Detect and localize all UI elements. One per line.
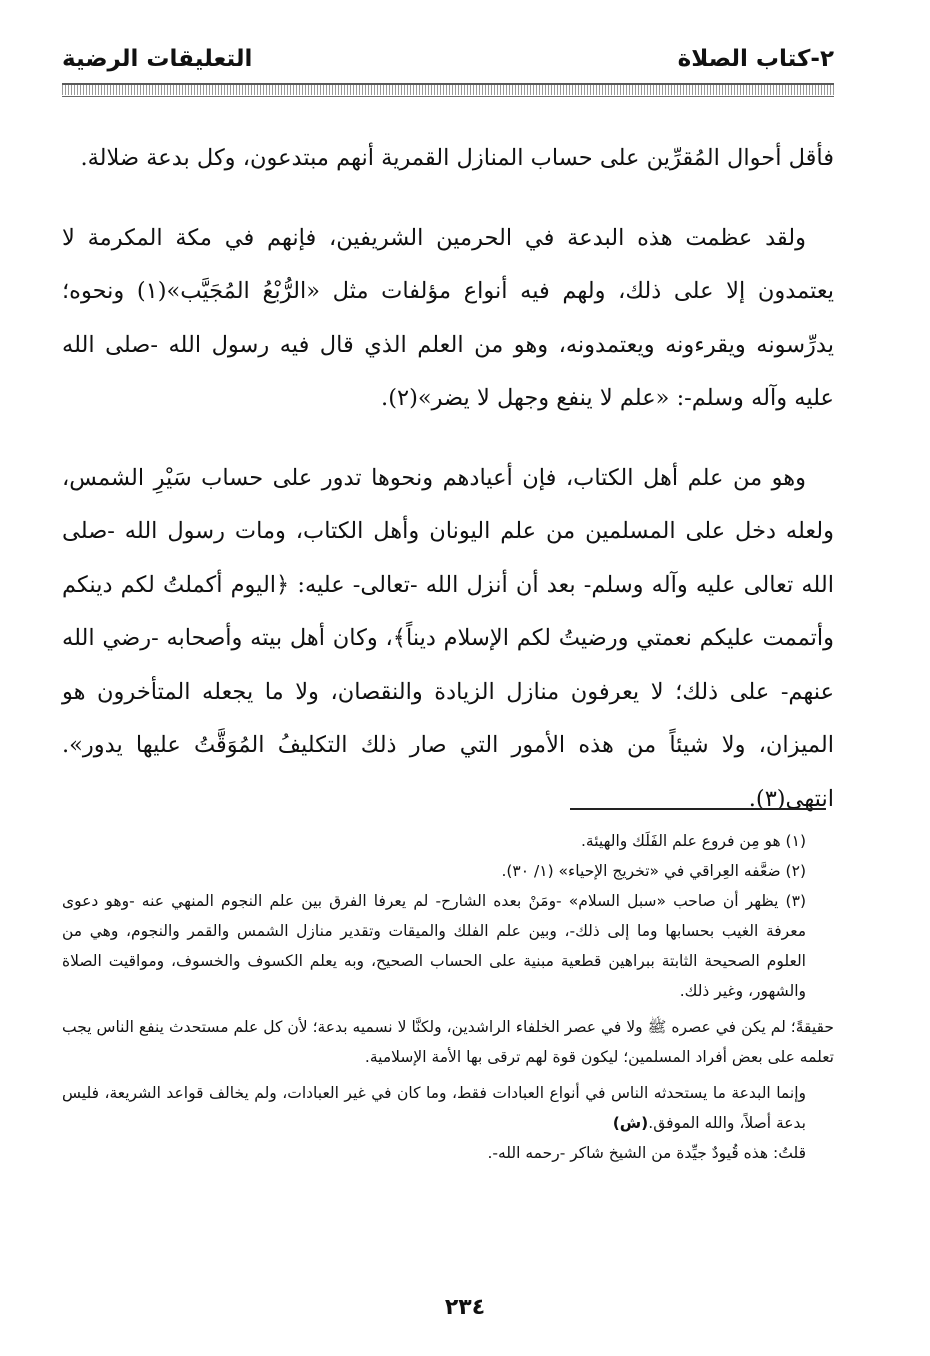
chapter-title: ٢-كتاب الصلاة bbox=[677, 46, 834, 72]
footnote-3: (٣) يظهر أن صاحب «سبل السلام» -ومَنْ بعده الشارح- لم يعرفا الفرق بين علم النجوم المنهي عنه -وهو دعوى معرفة الغيب بحسابها وما إلى ذلك-، وبين علم الفلك والميقات وتقدير منازل الشمس والقمر والنجوم، وهي من العلوم الصحيحة الثابتة ببراهين قطعية مبنية على الحساب الصحيح، وبه يعلم الكسوف والخسوف، ومواقيت الصلاة والشهور، وغير ذلك. bbox=[62, 892, 806, 1000]
footnote-1: (١) هو مِن فروع علم الفَلَك والهيئة. bbox=[581, 832, 806, 850]
paragraph-1-text: فأقل أحوال المُقرِّين على حساب المنازل القمرية أنهم مبتدعون، وكل بدعة ضلالة. bbox=[80, 145, 834, 171]
footnote-signature: (ش) bbox=[612, 1114, 649, 1132]
footnote-3-note: قلتُ: هذه قُيودٌ جيِّدة من الشيخ شاكر -رحمه الله-. bbox=[487, 1144, 806, 1162]
footnotes bbox=[62, 826, 834, 1168]
paragraph-1 bbox=[62, 132, 834, 186]
paragraph-2-text: ولقد عظمت هذه البدعة في الحرمين الشريفين، فإنهم في مكة المكرمة لا يعتمدون إلا على ذلك، ولهم فيه أنواع مؤلفات مثل «الرُّبْعُ المُجَيَّب»(١) ونحوه؛ يدرِّسونه ويقرءونه ويعتمدونه، وهو من العلم الذي قال فيه رسول الله -صلى الله عليه وآله وسلم-: «علم لا ينفع وجهل لا يضر»(٢). bbox=[62, 224, 834, 411]
footnote-3-continuation: حقيقةً؛ لم يكن في عصره ﷺ ولا في عصر الخلفاء الراشدين، ولكنَّا لا نسميه بدعة؛ لأن كل علم مستحدث ينفع الناس يجب تعلمه على بعض أفراد المسلمين؛ ليكون قوة لهم ترقى بها الأمة الإسلامية. bbox=[62, 1018, 834, 1066]
footnote-3-paragraph-text: وإنما البدعة ما يستحدثه الناس في أنواع العبادات فقط، وما كان في غير العبادات، ولم يخالف قواعد الشريعة، فليس بدعة أصلاً، والله الموفق. bbox=[62, 1084, 806, 1132]
page-number: ٢٣٤ bbox=[444, 1295, 486, 1320]
footnote-separator bbox=[570, 808, 826, 810]
footnote-3-paragraph bbox=[62, 1078, 834, 1138]
running-header bbox=[62, 42, 834, 82]
paragraph-3 bbox=[62, 452, 834, 827]
paragraph-2 bbox=[62, 212, 834, 426]
paragraph-3-text: وهو من علم أهل الكتاب، فإن أعيادهم ونحوها تدور على حساب سَيْرِ الشمس، ولعله دخل على المسلمين من علم اليونان وأهل الكتاب، ومات رسول الله -صلى الله تعالى عليه وآله وسلم- بعد أن أنزل الله -تعالى- عليه: ﴿اليوم أكملتُ لكم دينكم وأتممت عليكم نعمتي ورضيتُ لكم الإسلام ديناً﴾، وكان أهل بيته وأصحابه -رضي الله عنهم- على ذلك؛ لا يعرفون منازل الزيادة والنقصان، ولا ما يجعله المتأخرون هو الميزان، ولا شيئاً من هذه الأمور التي صار ذلك التكليفُ المُوَقَّتُ عليها يدور». انتهى(٣). bbox=[62, 464, 834, 812]
book-title: التعليقات الرضية bbox=[62, 46, 253, 72]
main-text bbox=[62, 132, 834, 826]
footnote-2: (٢) ضعَّفه العِراقي في «تخريج الإحياء» (١/ ٣٠). bbox=[501, 862, 806, 880]
header-rule bbox=[62, 83, 834, 95]
